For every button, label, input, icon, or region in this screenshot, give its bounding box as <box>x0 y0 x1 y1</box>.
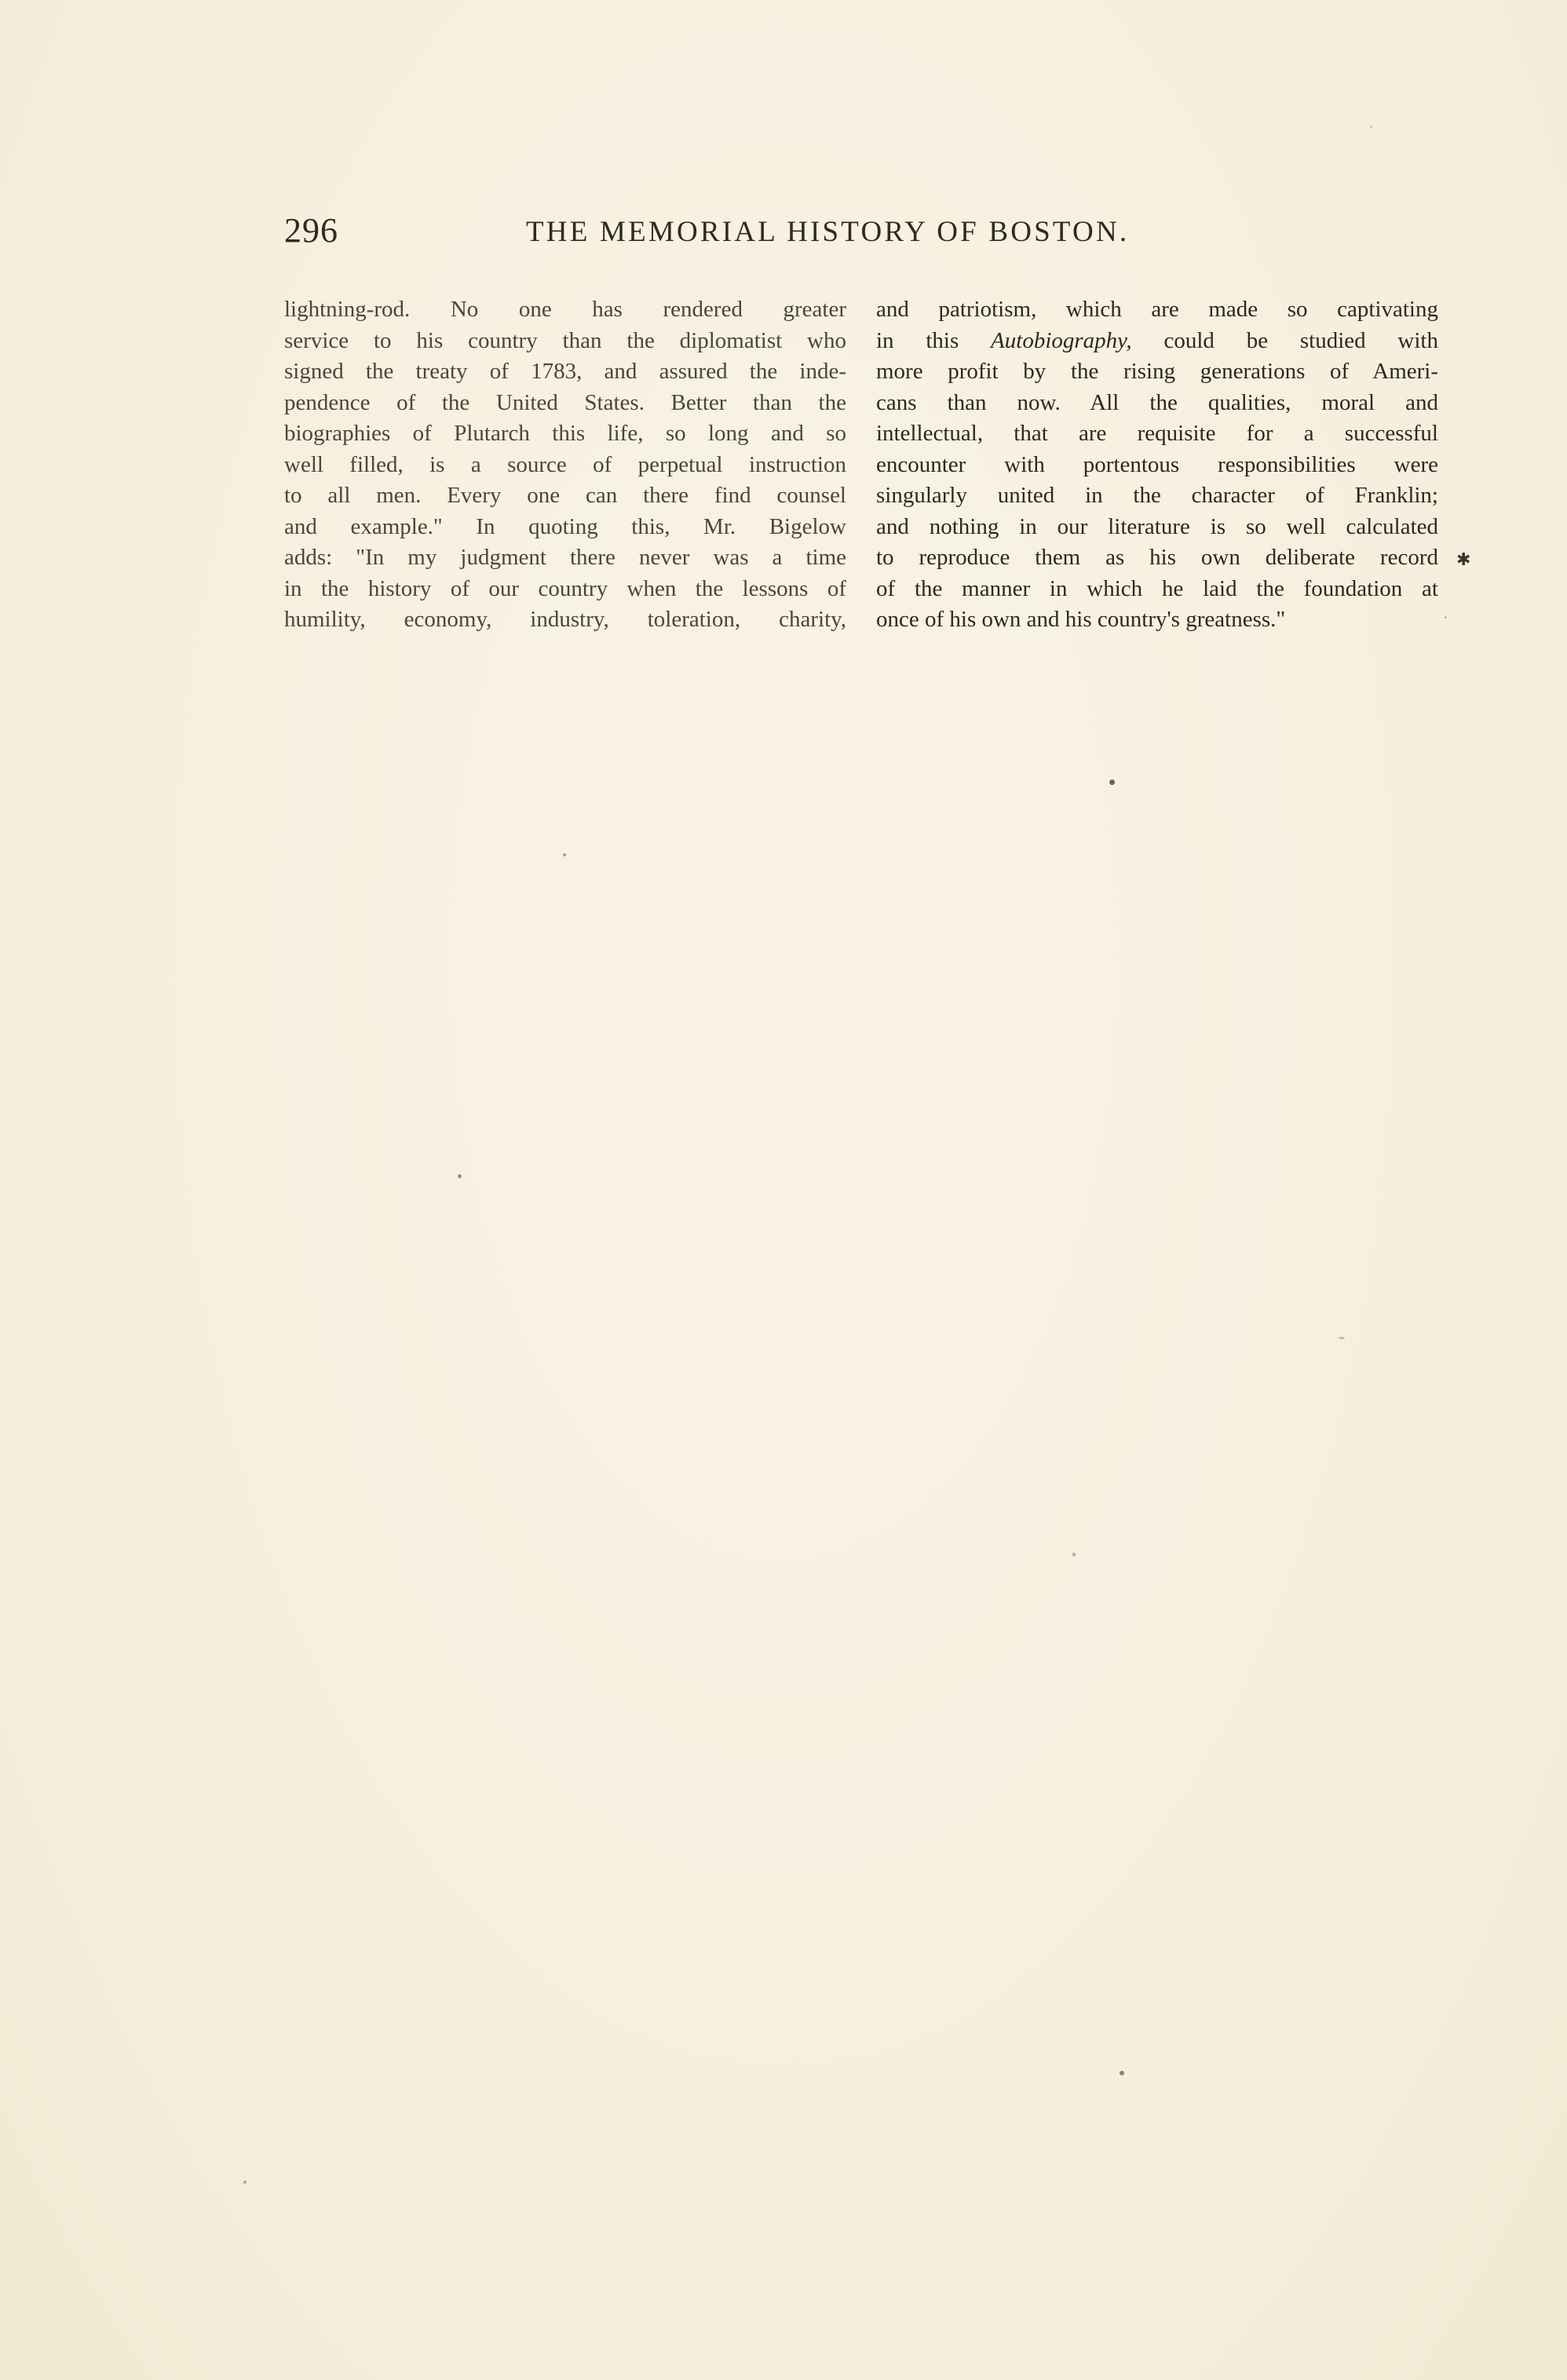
text-line: and nothing in our literature is so well calculated <box>876 513 1438 539</box>
text-line: and example." In quoting this, Mr. Bigelow <box>284 513 846 539</box>
paper-speck <box>1072 1553 1076 1557</box>
text-segment: in this <box>876 327 992 353</box>
text-line: once of his own and his country's greatness." <box>876 607 1286 632</box>
text-line: singularly united in the character of Franklin; <box>876 483 1438 508</box>
text-line: and patriotism, which are made so captivating <box>876 297 1438 322</box>
paper-speck <box>1120 2071 1124 2075</box>
text-line: well filled, is a source of perpetual instruction <box>284 451 846 477</box>
margin-mark: ✱ <box>1456 549 1471 569</box>
text-line: lightning-rod. No one has rendered greater <box>284 297 846 322</box>
text-line: biographies of Plutarch this life, so long and so <box>284 421 846 446</box>
paper-speck <box>1339 1337 1345 1339</box>
book-title-italic: Autobiography, <box>991 327 1132 353</box>
text-line: of the manner in which he laid the foundation at <box>876 575 1438 601</box>
text-line: intellectual, that are requisite for a successful <box>876 421 1438 446</box>
running-title: THE MEMORIAL HISTORY OF BOSTON. <box>526 216 1130 248</box>
text-line: encounter with portentous responsibilities were <box>876 451 1438 477</box>
text-line <box>876 326 1438 357</box>
text-line: to all men. Every one can there find counsel <box>284 483 846 508</box>
paper-speck <box>563 853 566 856</box>
text-line: humility, economy, industry, toleration, charity, <box>284 607 846 632</box>
paper-speck <box>243 2181 247 2184</box>
paper-speck <box>458 1174 462 1178</box>
paper-speck <box>1109 779 1115 785</box>
right-text-column <box>876 294 1438 636</box>
left-text-column <box>284 294 846 636</box>
text-line: service to his country than the diplomatist who <box>284 327 846 353</box>
page-number: 296 <box>284 211 338 250</box>
text-line: pendence of the United States. Better than the <box>284 389 846 415</box>
text-line: more profit by the rising generations of Ameri- <box>876 359 1438 384</box>
text-line: cans than now. All the qualities, moral and <box>876 389 1438 415</box>
paper-speck <box>1370 126 1372 128</box>
text-line: in the history of our country when the lessons of <box>284 575 846 601</box>
text-segment: could be studied with <box>1131 327 1438 353</box>
text-line: signed the treaty of 1783, and assured the inde- <box>284 359 846 384</box>
text-line: to reproduce them as his own deliberate record <box>876 545 1438 570</box>
paper-speck <box>1445 616 1447 619</box>
text-line: adds: "In my judgment there never was a time <box>284 545 846 570</box>
page-header <box>284 210 1231 257</box>
